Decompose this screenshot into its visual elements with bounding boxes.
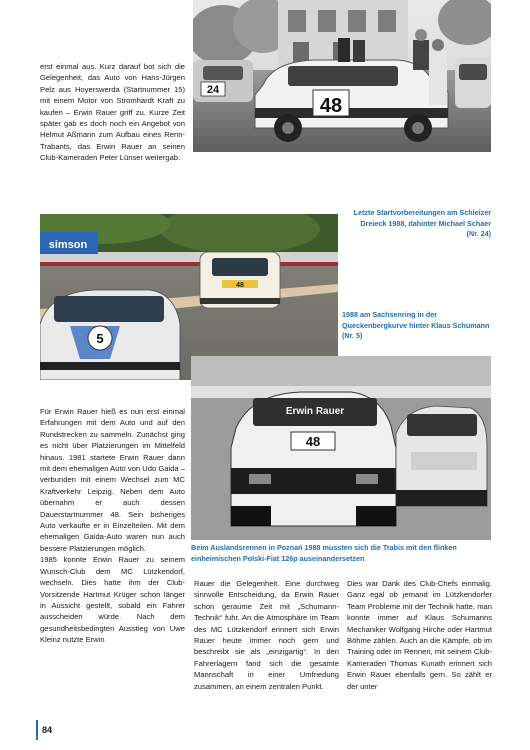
column-2-text [194, 578, 339, 692]
paragraph: erst einmal aus. Kurz darauf bot sich die Gelegenheit, das Auto von Hans-Jürgen Pelz aus Hoyerswerda (Startnummer 15) mit einem Motor von Stromhardt Kraft zu kaufen – Erwin Rauer griff zu. Kurze Zeit später gab es doch noch ein Angebot von Helmut Aßmann zum Aufbau eines Renn-Trabants, das Erwin Rauer an seinen Club-Kameraden Peter Lünser weitergab. [40, 62, 185, 163]
paragraph-2: 1985 konnte Erwin Rauer zu seinem Wunsch-Club dem MC Lützkendorf, wechseln. Dies hatte ihm der Club-Vorsitzende Hartmut Krüger schon länger in Aussicht gestellt, sobald ein Fahrer ausscheiden würde. Nach dem gesundheitsbedingten Ausstieg von Uwe Kleinz nutzte Erwin [40, 555, 185, 645]
page-number [42, 725, 52, 735]
caption-text: 1988 am Sachsenring in der Queckenbergkurve hinter Klaus Schumann (Nr. 5) [342, 310, 490, 341]
caption-photo-2 [342, 310, 492, 342]
page-number-text: 84 [42, 725, 53, 735]
windshield-text: Erwin Rauer [285, 406, 345, 417]
column-1-top-text [40, 61, 185, 213]
car-number-48: 48 [319, 95, 343, 117]
photo-start-preparations [193, 0, 491, 152]
page-number-bar [36, 720, 38, 740]
car-number-48: 48 [305, 434, 321, 449]
paragraph-1: Für Erwin Rauer hieß es nun erst einmal Erfahrungen mit dem Auto und auf den Rundstrecken zu sammeln. Zunächst ging es nicht über Platzierungen im Mittelfeld hinaus. 1981 startete Erwin Rauer dann mit dem ehemaligen Auto von Udo Gaida – verbunden mit einem Wechsel zum MC Kraftverkehr Leipzig. Neben dem Auto übernahm er auch dessen Dauerstartnummer 48. Sein bisheriges Auto verkaufte er in Einzelteilen. Mit dem ehemaligen Gaida-Auto waren nun auch bessere Platzierungen möglich. [40, 407, 185, 553]
paragraph: Rauer die Gelegenheit. Eine durchweg sinnvolle Entscheidung, da Erwin Rauer schon geraume Zeit mit „Schumann-Technik“ fuhr. An die Atmosphäre im Team des MC Lützkendorf erinnert sich Erwin Rauer heute immer noch gern und beschreibt sie als „einzigartig“. In den Fahrerlagern fand sich die gesamte Mannschaft in einer Umfriedung zusammen, an einem zentralen Punkt. [194, 579, 339, 691]
banner-simson: simson [48, 239, 88, 251]
caption-photo-3 [191, 543, 491, 564]
car-number-48-back: 48 [236, 282, 244, 289]
caption-photo-1 [352, 208, 491, 240]
caption-text: Beim Auslandsrennen in Poznań 1988 mussten sich die Trabis mit den flinken einheimischen Polski-Fiat 126p auseinandersetzen [191, 543, 457, 563]
car-number-24: 24 [206, 84, 220, 96]
paragraph: Dies war Dank des Club-Chefs einmalig. Ganz egal ob jemand im Lützkendorfer Team Probleme mit der Technik hatte, man konnte immer auf Klaus Schumanns Mechaniker Wolfgang Hirche oder Hartmut Böhme zählen. Auch an die Kämpfe, ob im Training oder im Rennen, mit seinem Club-Kameraden Thomas Kunath erinnert sich Erwin Rauer ebenfalls gern. So zählt er der unter [347, 579, 492, 691]
caption-text: Letzte Startvorbereitungen am Schleizer Dreieck 1988, dahinter Michael Schaer (Nr. 24) [353, 208, 491, 239]
photo-poznan [191, 356, 491, 540]
column-3-text [347, 578, 492, 692]
photo-poznan-image [191, 356, 491, 540]
column-1-bottom-text [40, 406, 185, 646]
photo-start-preparations-image [193, 0, 491, 152]
car-number-5: 5 [96, 331, 104, 346]
